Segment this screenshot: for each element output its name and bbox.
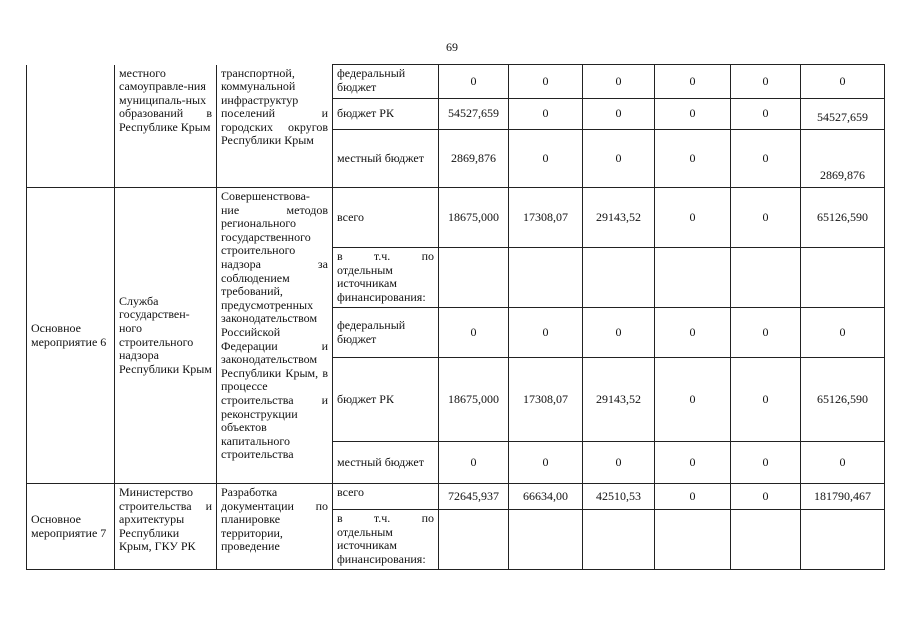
cell-value: 0: [731, 65, 801, 99]
cell-value: 42510,53: [583, 484, 655, 510]
cell-value: 0: [509, 99, 583, 130]
table-row: [27, 65, 885, 99]
cell-value: [439, 510, 509, 570]
cell-executor: Служба государствен-ного строительного надзора Республики Крым: [115, 188, 217, 484]
cell-value: 54527,659: [439, 99, 509, 130]
cell-source: бюджет РК: [333, 99, 439, 130]
cell-value: 18675,000: [439, 358, 509, 442]
cell-event: Основное мероприятие 6: [27, 188, 115, 484]
cell-source: в т.ч. по отдельным источникам финансирования:: [333, 248, 439, 308]
cell-value: 0: [731, 484, 801, 510]
cell-value: 0: [655, 130, 731, 188]
cell-executor: Министерство строительства и архитектуры Республики Крым, ГКУ РК: [115, 484, 217, 570]
cell-value: 29143,52: [583, 358, 655, 442]
cell-value: [509, 248, 583, 308]
cell-value: 0: [731, 358, 801, 442]
cell-value: 0: [509, 442, 583, 484]
cell-value: [801, 510, 885, 570]
cell-source: федеральный бюджет: [333, 65, 439, 99]
cell-value: 0: [509, 130, 583, 188]
cell-value: 0: [583, 442, 655, 484]
cell-value: [731, 510, 801, 570]
cell-value: 0: [439, 308, 509, 358]
cell-value: 0: [731, 308, 801, 358]
cell-value: 0: [509, 65, 583, 99]
cell-value: 0: [583, 65, 655, 99]
cell-value: [655, 248, 731, 308]
cell-value: 181790,467: [801, 484, 885, 510]
cell-value: [439, 248, 509, 308]
cell-source: местный бюджет: [333, 442, 439, 484]
cell-description: транспортной, коммунальной инфраструктур поселений и городских округов Республики Крым: [217, 65, 333, 188]
cell-value: [655, 510, 731, 570]
cell-value: 65126,590: [801, 188, 885, 248]
cell-source: всего: [333, 484, 439, 510]
cell-source: всего: [333, 188, 439, 248]
cell-value: 0: [439, 65, 509, 99]
cell-value: 0: [655, 484, 731, 510]
cell-source: в т.ч. по отдельным источникам финансирования:: [333, 510, 439, 570]
cell-value: 0: [801, 65, 885, 99]
cell-value: 0: [655, 308, 731, 358]
cell-description: Совершенствова-ние методов регионального государственного строительного надзора за соблюдением требований, предусмотренных законодательством Российской Федерации и законодательством Республики Крым, в процессе строительства и реконструкции объектов капитального строительства: [217, 188, 333, 484]
cell-executor: местного самоуправле-ния муниципаль-ных образований в Республике Крым: [115, 65, 217, 188]
cell-value: 66634,00: [509, 484, 583, 510]
page-number: 69: [446, 40, 458, 54]
cell-source: бюджет РК: [333, 358, 439, 442]
cell-value: 17308,07: [509, 358, 583, 442]
cell-value: 0: [731, 442, 801, 484]
cell-value: 0: [583, 308, 655, 358]
cell-value: 72645,937: [439, 484, 509, 510]
cell-value: 0: [655, 358, 731, 442]
cell-source: местный бюджет: [333, 130, 439, 188]
cell-value: 0: [583, 130, 655, 188]
cell-value: 0: [801, 442, 885, 484]
cell-value: 17308,07: [509, 188, 583, 248]
cell-value: 2869,876: [801, 130, 885, 188]
cell-value: [583, 510, 655, 570]
cell-value: 0: [655, 188, 731, 248]
cell-value: 0: [439, 442, 509, 484]
cell-description: Разработка документации по планировке территории, проведение: [217, 484, 333, 570]
cell-value: 18675,000: [439, 188, 509, 248]
cell-value: 0: [731, 130, 801, 188]
cell-value: 0: [731, 99, 801, 130]
cell-event: Основное мероприятие 7: [27, 484, 115, 570]
cell-value: 0: [655, 442, 731, 484]
cell-value: [583, 248, 655, 308]
cell-value: 0: [801, 308, 885, 358]
cell-value: 65126,590: [801, 358, 885, 442]
cell-value: 2869,876: [439, 130, 509, 188]
cell-value: 0: [655, 99, 731, 130]
cell-value: 0: [583, 99, 655, 130]
cell-value: 29143,52: [583, 188, 655, 248]
budget-table: [26, 64, 885, 570]
cell-value: [509, 510, 583, 570]
cell-value: 0: [655, 65, 731, 99]
table-row: [27, 484, 885, 510]
cell-event: [27, 65, 115, 188]
cell-value: 0: [731, 188, 801, 248]
cell-value: 54527,659: [801, 99, 885, 130]
table-row: [27, 188, 885, 248]
cell-source: федеральный бюджет: [333, 308, 439, 358]
cell-value: 0: [509, 308, 583, 358]
cell-value: [731, 248, 801, 308]
cell-value: [801, 248, 885, 308]
